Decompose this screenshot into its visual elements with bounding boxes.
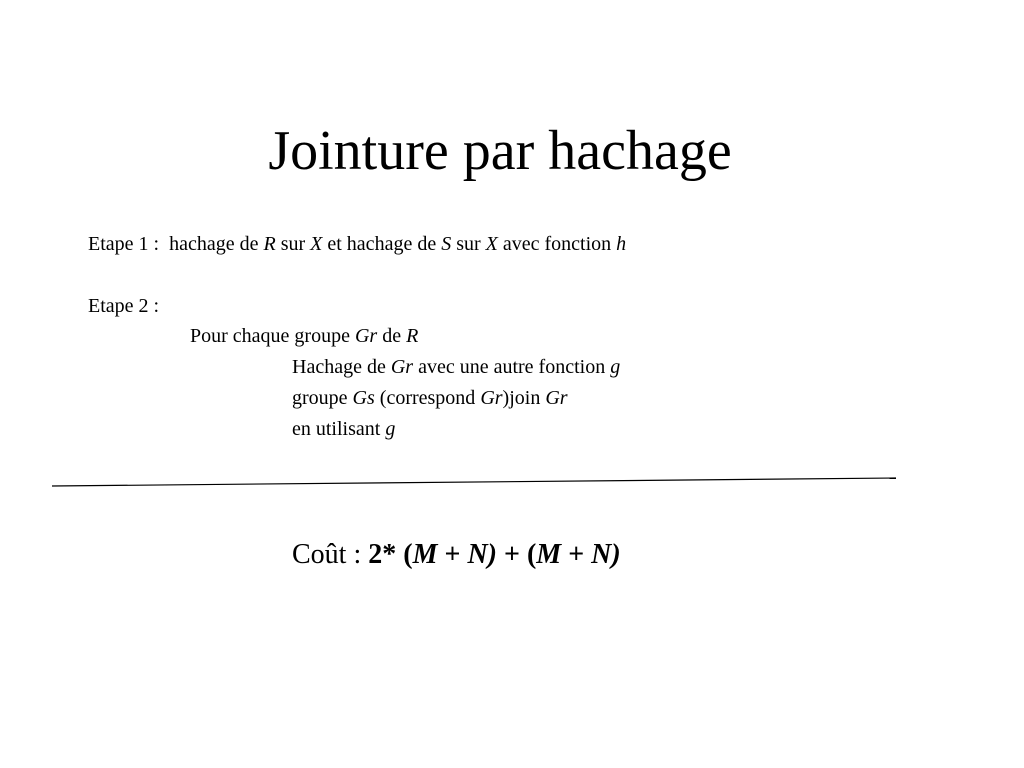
- step2-hash-line: Hachage de Gr avec une autre fonction g: [292, 356, 621, 378]
- step2-join-line: groupe Gs (correspond Gr)join Gr: [292, 387, 568, 409]
- step2-loop-line: Pour chaque groupe Gr de R: [190, 325, 419, 347]
- slide-title: Jointure par hachage: [268, 120, 732, 182]
- cost-formula: [292, 538, 621, 572]
- step2-using-line: en utilisant g: [292, 418, 396, 440]
- step1-text: hachage de R sur X et hachage de S sur X avec fonction h: [169, 233, 627, 255]
- step1-label: Etape 1 :: [88, 233, 160, 255]
- cost-label: Coût :: [292, 539, 369, 570]
- cost-expression: 2* (M + N) + (M + N): [368, 539, 621, 570]
- step2-label: Etape 2 :: [88, 295, 160, 317]
